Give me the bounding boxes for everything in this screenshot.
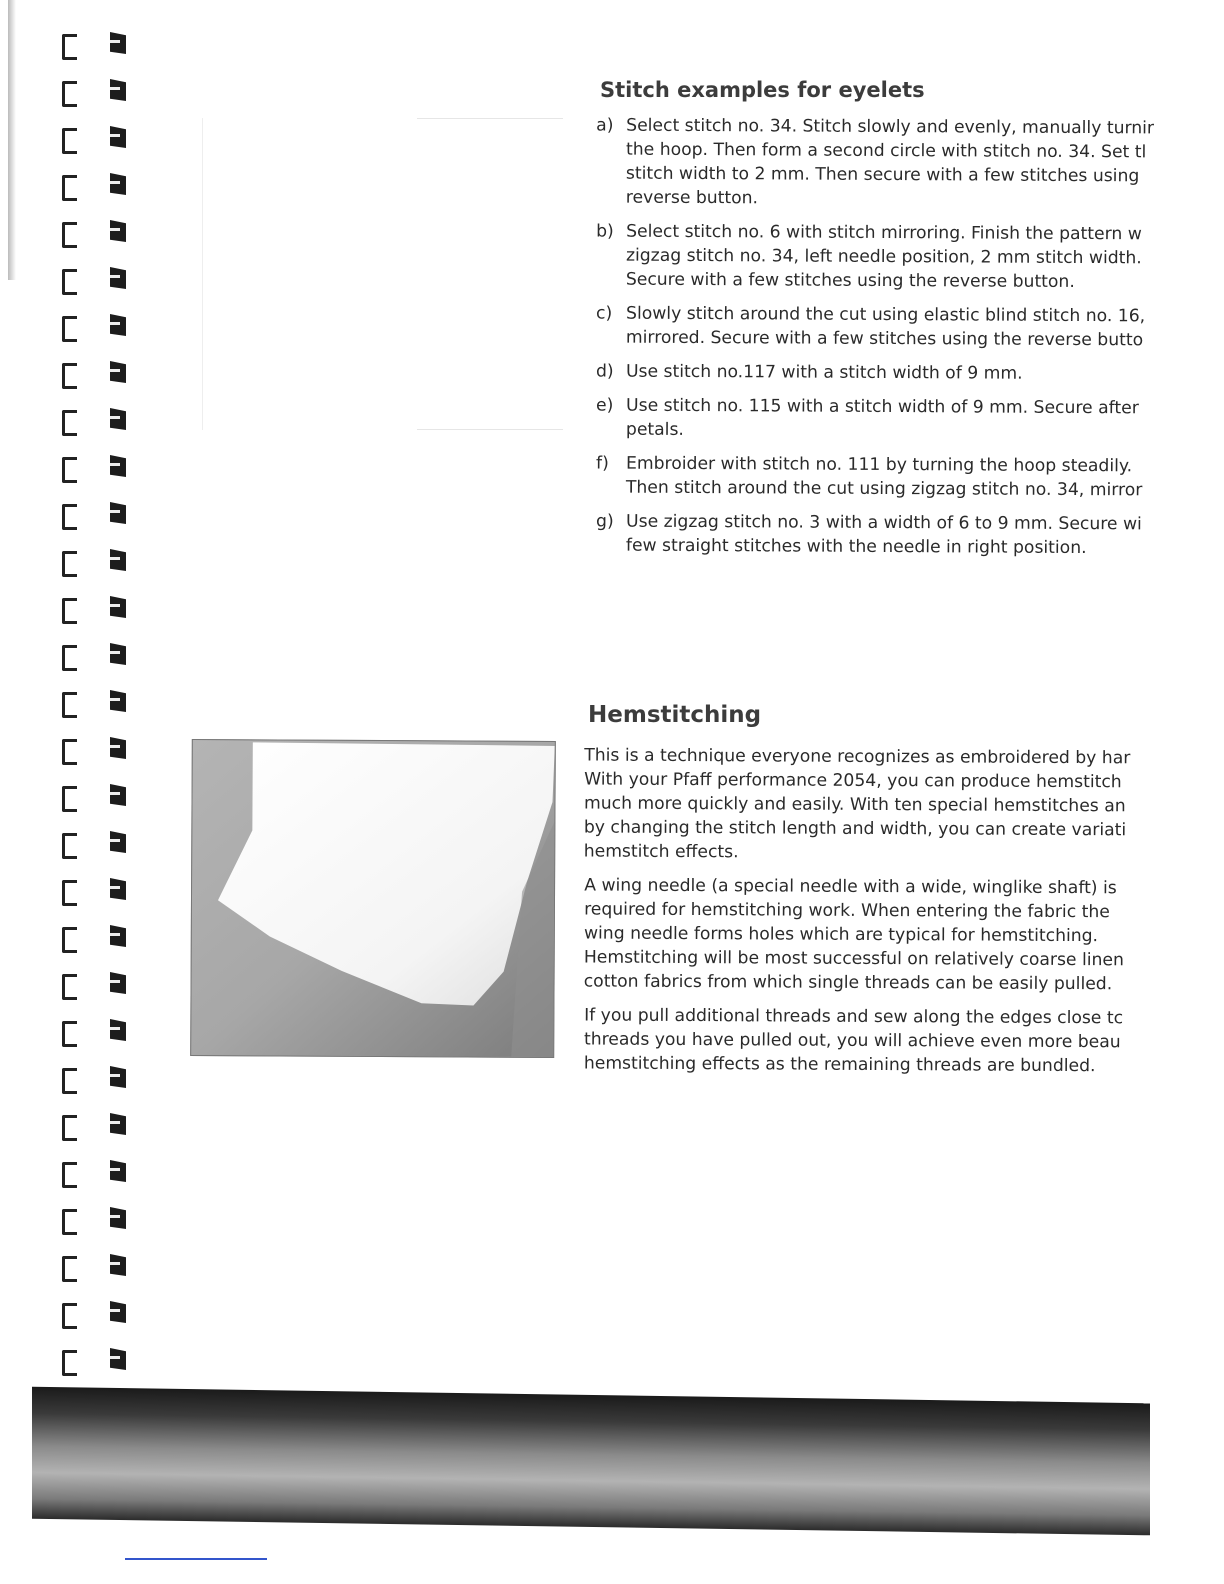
- binding-ring: [40, 1203, 140, 1233]
- binding-ring: [40, 780, 140, 810]
- binding-ring: [40, 404, 140, 434]
- eyelets-heading: Stitch examples for eyelets: [600, 78, 925, 102]
- text-line: Select stitch no. 6 with stitch mirroring. Finish the pattern w: [626, 221, 1142, 245]
- list-item-text: [626, 115, 1176, 213]
- text-line: zigzag stitch no. 34, left needle position, 2 mm stitch width.: [625, 245, 1142, 269]
- text-line: reverse button.: [625, 187, 759, 209]
- eyelet-examples-list: [596, 115, 1176, 569]
- hemstitching-body: [584, 745, 1166, 1087]
- list-item-letter: f): [596, 453, 609, 474]
- text-line: Slowly stitch around the cut using elastic blind stitch no. 16,: [626, 303, 1146, 327]
- list-item-text: [626, 452, 1176, 503]
- list-item-letter: b): [596, 221, 614, 242]
- text-line: hemstitching effects as the remaining threads are bundled.: [584, 1053, 1096, 1077]
- text-line: hemstitch effects.: [584, 841, 739, 863]
- binding-ring: [40, 75, 140, 105]
- text-line: A wing needle (a special needle with a wide, winglike shaft) is: [584, 875, 1117, 899]
- text-line: Embroider with stitch no. 111 by turning the hoop steadily.: [626, 453, 1133, 477]
- binding-ring: [40, 122, 140, 152]
- list-item-letter: d): [596, 361, 614, 382]
- binding-ring: [40, 169, 140, 199]
- text-line: the hoop. Then form a second circle with stitch no. 34. Set tl: [626, 139, 1147, 163]
- text-line: If you pull additional threads and sew along the edges close tc: [584, 1005, 1124, 1029]
- list-item-text: [626, 302, 1176, 353]
- paragraph: [584, 873, 1166, 996]
- list-item-letter: g): [596, 511, 614, 532]
- text-line: With your Pfaff performance 2054, you can produce hemstitch: [584, 769, 1122, 793]
- binding-ring: [40, 263, 140, 293]
- text-line: stitch width to 2 mm. Then secure with a few stitches using: [625, 163, 1140, 187]
- binding-ring: [40, 216, 140, 246]
- binding-ring: [40, 545, 140, 575]
- hemstitching-heading: Hemstitching: [588, 702, 762, 728]
- text-line: This is a technique everyone recognizes as embroidered by har: [584, 745, 1131, 769]
- list-item: [596, 219, 1176, 294]
- text-line: Hemstitching will be most successful on relatively coarse linen: [584, 947, 1124, 971]
- binding-ring: [40, 827, 140, 857]
- list-item: [596, 301, 1176, 352]
- list-item-text: [626, 394, 1176, 445]
- binding-ring: [40, 968, 140, 998]
- list-item-letter: c): [596, 303, 613, 324]
- text-line: cotton fabrics from which single threads can be easily pulled.: [584, 971, 1113, 995]
- text-line: Use stitch no.117 with a stitch width of 9 mm.: [625, 361, 1023, 384]
- text-line: wing needle forms holes which are typical for hemstitching.: [584, 923, 1099, 947]
- binding-ring: [40, 310, 140, 340]
- binding-ring: [40, 1344, 140, 1374]
- scan-bottom-band: [32, 1387, 1150, 1536]
- list-item: [596, 509, 1176, 560]
- binding-ring: [40, 1250, 140, 1280]
- text-line: much more quickly and easily. With ten special hemstitches an: [584, 793, 1126, 817]
- binding-ring: [40, 1015, 140, 1045]
- list-item-text: [626, 510, 1176, 561]
- text-line: required for hemstitching work. When entering the fabric the: [584, 899, 1110, 923]
- list-item-text: [626, 360, 1176, 387]
- binding-ring: [40, 451, 140, 481]
- list-item-letter: a): [596, 115, 614, 136]
- binding-ring: [40, 1156, 140, 1186]
- list-item-letter: e): [596, 395, 614, 416]
- text-line: few straight stitches with the needle in right position.: [625, 535, 1087, 559]
- text-line: Then stitch around the cut using zigzag stitch no. 34, mirror: [625, 477, 1143, 501]
- binding-ring: [40, 1062, 140, 1092]
- binding-ring: [40, 592, 140, 622]
- list-item: [596, 393, 1176, 444]
- text-line: petals.: [625, 419, 684, 440]
- text-line: Select stitch no. 34. Stitch slowly and evenly, manually turnir: [626, 115, 1155, 139]
- binding-ring: [40, 1109, 140, 1139]
- text-line: Secure with a few stitches using the reverse button.: [625, 269, 1075, 292]
- text-line: Use zigzag stitch no. 3 with a width of 6 to 9 mm. Secure wi: [626, 511, 1142, 535]
- text-line: mirrored. Secure with a few stitches using the reverse butto: [625, 327, 1144, 351]
- bottom-blue-line: [125, 1558, 267, 1560]
- binding-ring: [40, 1297, 140, 1327]
- text-line: by changing the stitch length and width, you can create variati: [584, 817, 1127, 841]
- binding-ring: [40, 733, 140, 763]
- faded-image-frame: [202, 118, 563, 430]
- text-line: threads you have pulled out, you will achieve even more beau: [584, 1029, 1121, 1053]
- list-item: [596, 115, 1176, 213]
- hemstitch-fabric-photo: [190, 739, 556, 1058]
- spiral-binding: [40, 28, 140, 1398]
- binding-ring: [40, 357, 140, 387]
- binding-ring: [40, 874, 140, 904]
- list-item: [596, 451, 1176, 502]
- paragraph: [584, 1003, 1166, 1078]
- binding-ring: [40, 921, 140, 951]
- list-item: [596, 359, 1176, 386]
- scan-edge-shadow: [8, 0, 16, 280]
- binding-ring: [40, 639, 140, 669]
- list-item-text: [626, 220, 1176, 295]
- text-line: Use stitch no. 115 with a stitch width of 9 mm. Secure after: [626, 395, 1139, 419]
- binding-ring: [40, 686, 140, 716]
- binding-ring: [40, 498, 140, 528]
- binding-ring: [40, 28, 140, 58]
- paragraph: [584, 745, 1166, 867]
